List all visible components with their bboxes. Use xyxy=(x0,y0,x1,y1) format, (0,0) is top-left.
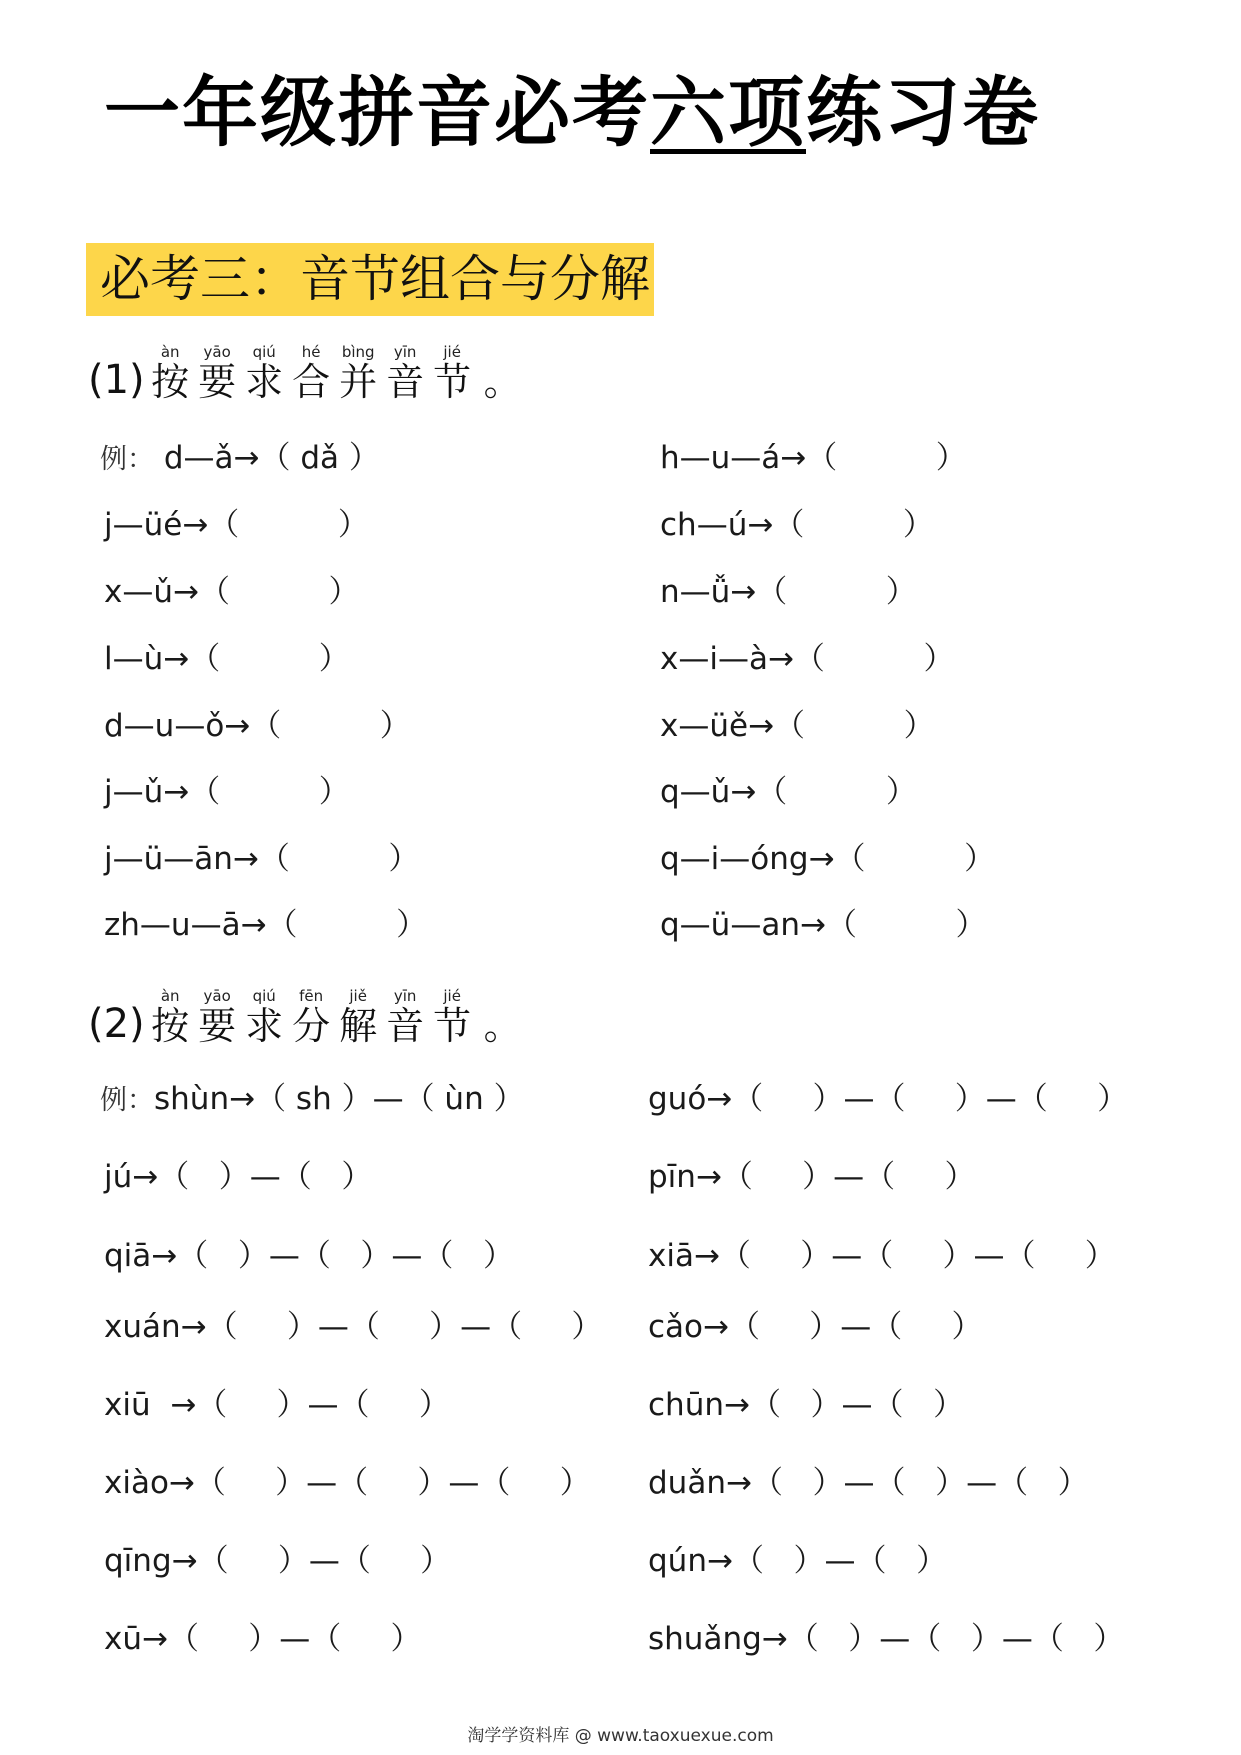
ruby-char xyxy=(429,344,476,404)
split-exercise-row: xū→（ ）—（ ） xyxy=(104,1621,422,1657)
instruction-period: 。 xyxy=(483,360,522,404)
pinyin-annotation: àn xyxy=(160,343,180,361)
combine-exercise-row: h—u—á→（ ） xyxy=(660,440,967,476)
combine-exercise-row: l—ù→（ ） xyxy=(104,641,350,677)
ruby-char xyxy=(335,344,382,404)
ruby-char xyxy=(429,988,476,1048)
hanzi: 节 xyxy=(433,1004,472,1048)
hanzi: 要 xyxy=(198,1004,237,1048)
ruby-char xyxy=(194,344,241,404)
split-exercise-row: chūn→（ ）—（ ） xyxy=(648,1387,965,1423)
section-banner-text: 必考三：音节组合与分解 xyxy=(100,250,650,308)
pinyin-annotation: àn xyxy=(160,987,180,1005)
pinyin-annotation: fēn xyxy=(299,987,324,1005)
ruby-char xyxy=(335,988,382,1048)
example-text: shùn→（ sh ）—（ ùn ） xyxy=(154,1081,525,1117)
split-exercise-row: jú→（ ）—（ ） xyxy=(104,1159,373,1195)
combine-exercise-row xyxy=(100,438,380,480)
example-label: 例： xyxy=(100,1085,154,1116)
split-exercise-row: qún→（ ）—（ ） xyxy=(648,1543,948,1579)
hanzi: 要 xyxy=(198,360,237,404)
pinyin-annotation: jiě xyxy=(349,987,367,1005)
hanzi: 解 xyxy=(339,1004,378,1048)
ruby-char xyxy=(288,344,335,404)
split-exercise-row: xuán→（ ）—（ ）—（ ） xyxy=(104,1309,603,1345)
ruby-char xyxy=(382,344,429,404)
hanzi: 音 xyxy=(386,1004,425,1048)
combine-exercise-row: x—ǔ→（ ） xyxy=(104,574,360,610)
combine-exercise-row: ch—ú→（ ） xyxy=(660,507,934,543)
combine-exercise-row: x—üě→（ ） xyxy=(660,708,935,744)
hanzi: 求 xyxy=(245,1004,284,1048)
combine-exercise-row: q—ǔ→（ ） xyxy=(660,774,917,810)
ruby-char xyxy=(382,988,429,1048)
pinyin-annotation: jié xyxy=(443,987,461,1005)
example-label: 例： xyxy=(100,444,154,475)
split-exercise-row: qiā→（ ）—（ ）—（ ） xyxy=(104,1238,514,1274)
hanzi: 求 xyxy=(245,360,284,404)
combine-exercise-row: d—u—ǒ→（ ） xyxy=(104,708,411,744)
pinyin-annotation: yāo xyxy=(203,343,231,361)
section-banner xyxy=(86,243,654,316)
ruby-char xyxy=(147,988,194,1048)
hanzi: 按 xyxy=(151,360,190,404)
ruby-char xyxy=(288,988,335,1048)
split-exercise-row: xiū →（ ）—（ ） xyxy=(104,1387,450,1423)
split-exercise-row: xiào→（ ）—（ ）—（ ） xyxy=(104,1465,591,1501)
example-text: d—ǎ→（ dǎ ） xyxy=(163,440,380,476)
ruby-char xyxy=(194,988,241,1048)
combine-exercise-row: j—ü—ān→（ ） xyxy=(104,841,420,877)
split-exercise-row: cǎo→（ ）—（ ） xyxy=(648,1309,983,1345)
combine-exercise-row: q—ü—an→（ ） xyxy=(660,907,987,943)
section1-number: (1) xyxy=(88,357,145,403)
combine-exercise-row: j—ǔ→（ ） xyxy=(104,774,350,810)
hanzi: 音 xyxy=(386,360,425,404)
title-part-1: 一年级拼音必考 xyxy=(104,68,650,157)
split-exercise-row: xiā→（ ）—（ ）—（ ） xyxy=(648,1238,1116,1274)
hanzi: 合 xyxy=(292,360,331,404)
split-exercise-row: guó→（ ）—（ ）—（ ） xyxy=(648,1081,1129,1117)
split-exercise-row xyxy=(100,1079,525,1121)
pinyin-annotation: qiú xyxy=(252,987,276,1005)
title-part-3: 练习卷 xyxy=(806,68,1040,157)
combine-exercise-row: j—üé→（ ） xyxy=(104,507,369,543)
combine-exercise-row: x—i—à→（ ） xyxy=(660,641,955,677)
split-exercise-row: qīng→（ ）—（ ） xyxy=(104,1543,452,1579)
section2-number: (2) xyxy=(88,1001,145,1047)
instruction-period: 。 xyxy=(483,1004,522,1048)
section1-instruction xyxy=(88,344,522,404)
pinyin-annotation: qiú xyxy=(252,343,276,361)
hanzi: 按 xyxy=(151,1004,190,1048)
pinyin-annotation: yīn xyxy=(393,343,417,361)
ruby-char xyxy=(241,344,288,404)
ruby-char xyxy=(147,344,194,404)
split-exercise-row: shuǎng→（ ）—（ ）—（ ） xyxy=(648,1621,1125,1657)
section2-instruction xyxy=(88,988,522,1048)
pinyin-annotation: yīn xyxy=(393,987,417,1005)
pinyin-annotation: bìng xyxy=(341,343,375,361)
hanzi: 并 xyxy=(339,360,378,404)
hanzi: 分 xyxy=(292,1004,331,1048)
combine-exercise-row: q—i—óng→（ ） xyxy=(660,841,996,877)
split-exercise-row: duǎn→（ ）—（ ）—（ ） xyxy=(648,1465,1089,1501)
pinyin-annotation: hé xyxy=(301,343,321,361)
pinyin-annotation: yāo xyxy=(203,987,231,1005)
title-part-2-underlined: 六项 xyxy=(650,68,806,157)
split-exercise-row: pīn→（ ）—（ ） xyxy=(648,1159,976,1195)
ruby-char xyxy=(241,988,288,1048)
page-title xyxy=(104,68,1040,158)
pinyin-annotation: jié xyxy=(443,343,461,361)
combine-exercise-row: n—ǚ→（ ） xyxy=(660,574,917,610)
hanzi: 节 xyxy=(433,360,472,404)
combine-exercise-row: zh—u—ā→（ ） xyxy=(104,907,428,943)
footer-watermark: 淘学学资料库 @ www.taoxuexue.com xyxy=(467,1726,774,1746)
